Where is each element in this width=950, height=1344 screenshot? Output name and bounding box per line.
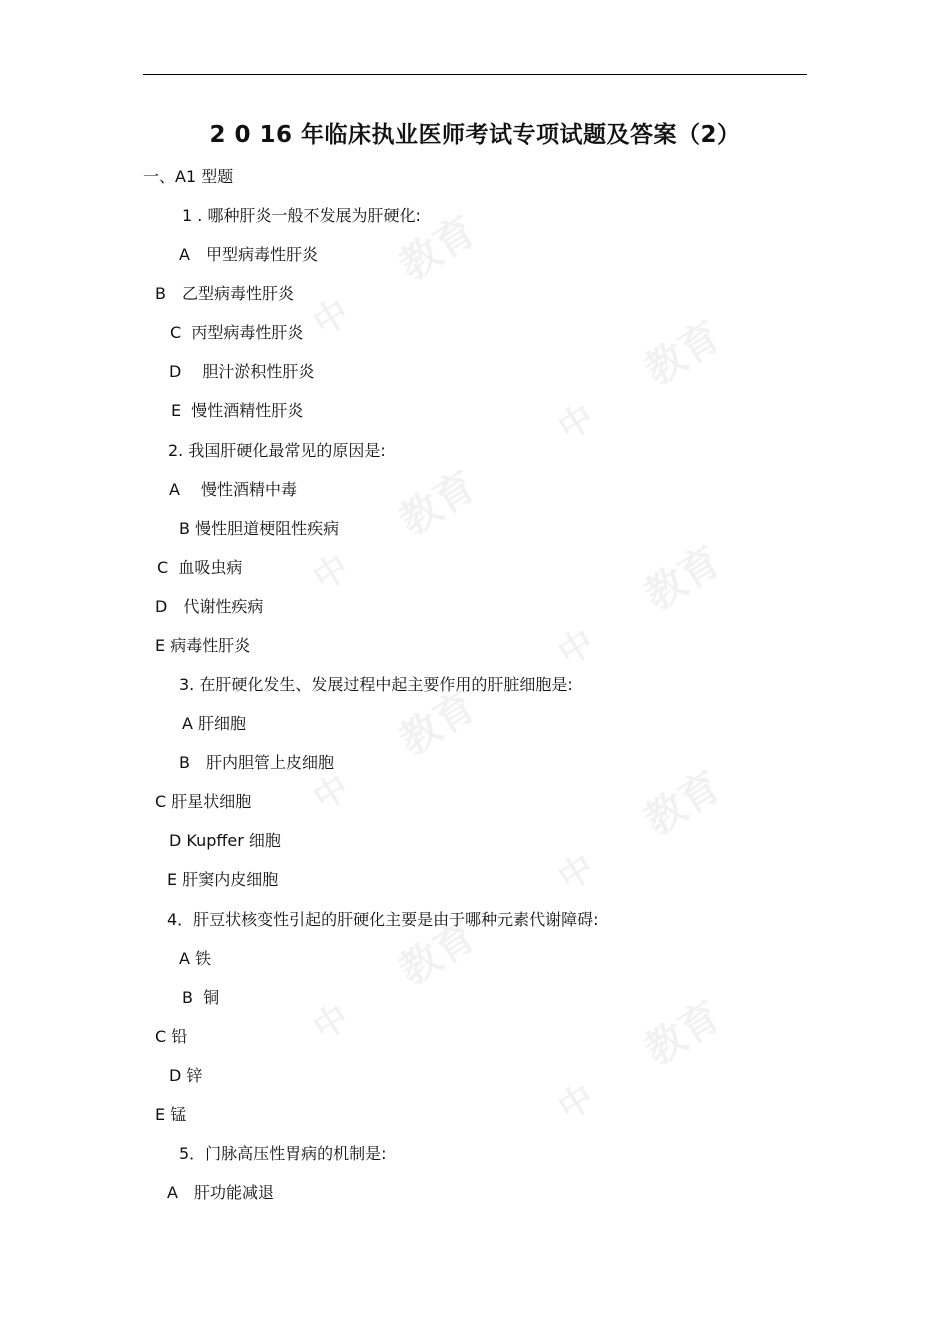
- watermark: 中教育: [551, 993, 730, 1129]
- question-3: 3. 在肝硬化发生、发展过程中起主要作用的肝脏细胞是:: [179, 675, 573, 694]
- watermark: 中教育: [306, 683, 485, 819]
- q3-option-c: C 肝星状细胞: [155, 792, 252, 811]
- watermark: 中教育: [306, 463, 485, 599]
- q1-option-c: C 丙型病毒性肝炎: [170, 323, 304, 342]
- question-4: 4．肝豆状核变性引起的肝硬化主要是由于哪种元素代谢障碍:: [167, 910, 599, 929]
- header-rule: [143, 74, 807, 75]
- q2-option-e: E 病毒性肝炎: [155, 636, 251, 655]
- watermark: 中教育: [306, 208, 485, 344]
- q2-option-b: B 慢性胆道梗阻性疾病: [179, 519, 340, 538]
- watermark: 中教育: [551, 763, 730, 899]
- q4-option-d: D 锌: [169, 1066, 203, 1085]
- q4-option-e: E 锰: [155, 1105, 187, 1124]
- q1-option-d: D 胆汁淤积性肝炎: [169, 362, 315, 381]
- q2-option-c: C 血吸虫病: [157, 558, 243, 577]
- section-heading: 一、A1 型题: [143, 167, 234, 186]
- question-1: 1 . 哪种肝炎一般不发展为肝硬化:: [182, 206, 421, 225]
- q4-option-c: C 铅: [155, 1027, 188, 1046]
- watermark: 中教育: [306, 913, 485, 1049]
- watermark: 中教育: [551, 538, 730, 674]
- question-5: 5．门脉高压性胃病的机制是:: [179, 1144, 387, 1163]
- q3-option-a: A 肝细胞: [182, 714, 247, 733]
- q4-option-b: B 铜: [182, 988, 220, 1007]
- q3-option-d: D Kupffer 细胞: [169, 831, 281, 850]
- q3-option-b: B 肝内胆管上皮细胞: [179, 753, 334, 772]
- q1-option-e: E 慢性酒精性肝炎: [171, 401, 304, 420]
- watermark: 中教育: [551, 313, 730, 449]
- q1-option-a: A 甲型病毒性肝炎: [179, 245, 318, 264]
- q3-option-e: E 肝窦内皮细胞: [167, 870, 279, 889]
- q2-option-d: D 代谢性疾病: [155, 597, 264, 616]
- q2-option-a: A 慢性酒精中毒: [169, 480, 298, 499]
- document-title: 2 0 16 年临床执业医师考试专项试题及答案（2）: [209, 122, 741, 148]
- q1-option-b: B 乙型病毒性肝炎: [155, 284, 294, 303]
- q5-option-a: A 肝功能减退: [167, 1183, 274, 1202]
- question-2: 2. 我国肝硬化最常见的原因是:: [168, 441, 386, 460]
- q4-option-a: A 铁: [179, 949, 212, 968]
